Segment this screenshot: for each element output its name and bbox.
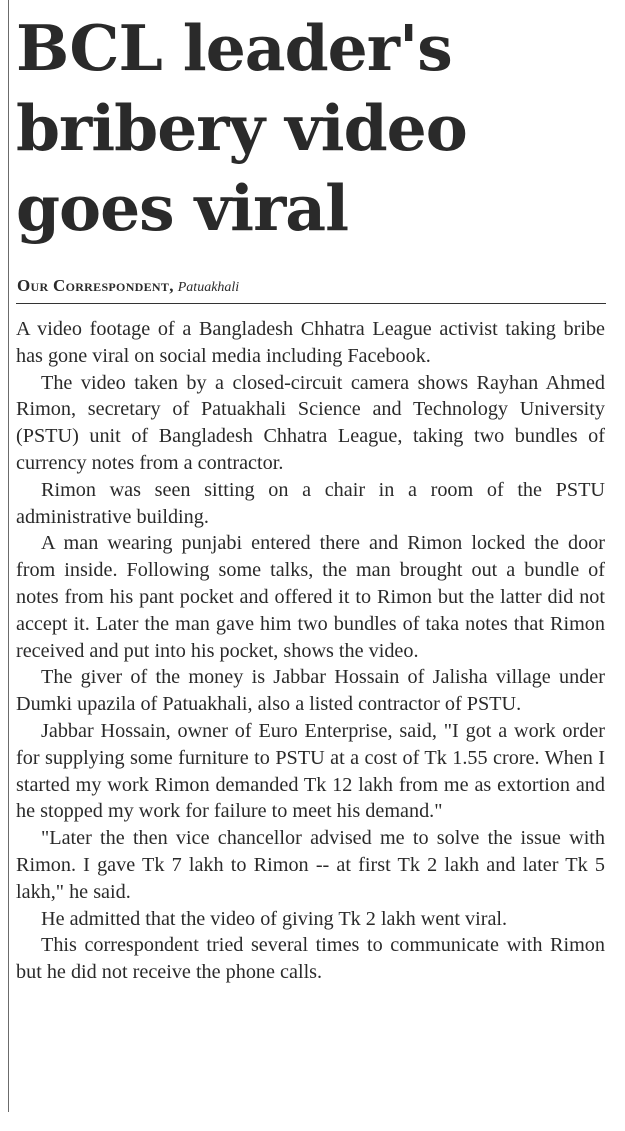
- article-paragraph: The video taken by a closed-circuit camera shows Rayhan Ahmed Rimon, secretary of Patuakhali Science and Technology University (PSTU) unit of Bangladesh Chhatra League, taking two bundles of currency notes from a contractor.: [16, 371, 605, 474]
- article-paragraph: A man wearing punjabi entered there and Rimon locked the door from inside. Following some talks, the man brought out a bundle of notes from his pant pocket and offered it to Rimon but the latter did not accept it. Later the man gave him two bundles of taka notes that Rimon received and put into his pocket, shows the video.: [16, 532, 605, 662]
- article-paragraph: The giver of the money is Jabbar Hossain of Jalisha village under Dumki upazila of Patuakhali, also a listed contractor of PSTU.: [16, 666, 605, 716]
- byline: [17, 276, 239, 296]
- article-paragraph: Rimon was seen sitting on a chair in a room of the PSTU administrative building.: [16, 478, 605, 528]
- article-paragraph: A video footage of a Bangladesh Chhatra League activist taking bribe has gone viral on social media including Facebook.: [16, 318, 605, 367]
- article-paragraph: Jabbar Hossain, owner of Euro Enterprise, said, "I got a work order for supplying some furniture to PSTU at a cost of Tk 1.55 crore. When I started my work Rimon demanded Tk 12 lakh from me as extortion and he stopped my work for failure to meet his demand.": [16, 719, 605, 823]
- article-body: [16, 316, 605, 986]
- article-paragraph: This correspondent tried several times to communicate with Rimon but he did not receive the phone calls.: [16, 934, 605, 984]
- article-paragraph: "Later the then vice chancellor advised me to solve the issue with Rimon. I gave Tk 7 lakh to Rimon -- at first Tk 2 lakh and later Tk 5 lakh," he said.: [16, 827, 605, 903]
- byline-location: Patuakhali: [177, 280, 240, 295]
- headline: BCL leader's bribery video goes viral: [16, 11, 467, 245]
- byline-divider: [16, 303, 606, 304]
- byline-author: Our Correspondent,: [17, 276, 174, 295]
- column-rule: [8, 0, 9, 1112]
- article-paragraph: He admitted that the video of giving Tk 2 lakh went viral.: [41, 907, 508, 930]
